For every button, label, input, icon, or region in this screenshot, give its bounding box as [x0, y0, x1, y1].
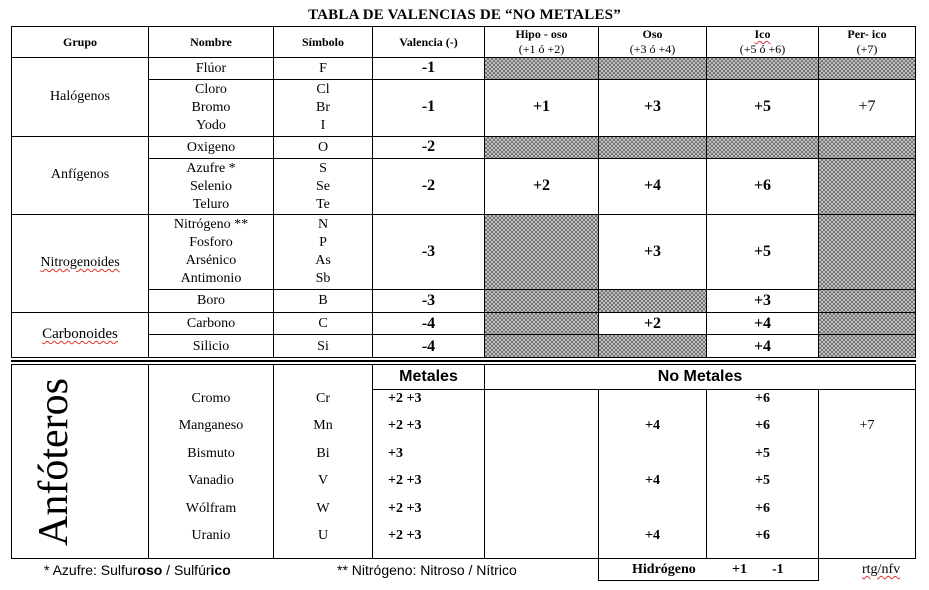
valence-ico: +6 [753, 177, 772, 194]
table-border [818, 26, 819, 358]
valence-ico: +6 [755, 528, 770, 543]
metal-valences: +2 +3 [388, 418, 422, 433]
group-anfoteros: Anfóteros [31, 378, 77, 546]
valence-ico: +6 [755, 418, 770, 433]
valence-oso: +3 [643, 98, 662, 115]
valence-negative: -3 [421, 292, 436, 309]
header-hipo-range: (+1 ó +2) [518, 42, 565, 56]
element-symbol: W [316, 501, 330, 516]
element-name: Manganeso [178, 418, 244, 433]
element-symbol: V [317, 473, 329, 488]
element-name: Wólfram [185, 501, 237, 516]
valence-negative: -3 [421, 243, 436, 260]
table-border [372, 364, 373, 559]
group-nitrogenoides-label: Nitrogenoides [40, 255, 120, 271]
header-nombre: Nombre [190, 34, 232, 49]
metal-valences: +2 +3 [388, 501, 422, 516]
valence-negative: -1 [421, 98, 436, 115]
element-name: Boro [197, 293, 225, 308]
shaded-cell [485, 58, 915, 79]
valence-oso: +4 [645, 473, 660, 488]
header-ico [707, 27, 818, 57]
element-symbol: Mn [313, 418, 333, 433]
element-name: Flúor [195, 61, 227, 76]
element-symbol: Cr [316, 391, 330, 406]
valence-negative: -1 [421, 59, 436, 76]
element-symbol: Te [316, 197, 330, 212]
valence-per: +7 [859, 418, 875, 433]
valence-hipo: +2 [532, 177, 551, 194]
header-per-range: (+7) [856, 42, 878, 56]
valence-negative: -2 [421, 138, 436, 155]
table-border [148, 158, 916, 159]
shaded-cell [819, 313, 915, 357]
table-border [915, 26, 916, 358]
header-ico-label: Ico [754, 27, 771, 41]
element-symbol: Si [317, 339, 329, 354]
header-ico-range: (+5 ó +6) [739, 42, 786, 56]
element-name: Nitrógeno ** [173, 217, 249, 232]
footnote-azufre-mid: / Sulfúr [162, 562, 211, 578]
element-symbol: S [319, 161, 327, 176]
group-anfigenos: Anfígenos [50, 167, 110, 183]
element-symbol: Br [316, 100, 330, 115]
element-name: Vanadio [188, 473, 234, 488]
table-border [11, 364, 916, 365]
element-name: Fosforo [189, 235, 233, 250]
element-name: Silicio [192, 339, 230, 354]
page-title: TABLA DE VALENCIAS DE “NO METALES” [308, 7, 621, 23]
table-border [11, 360, 916, 362]
table-border [372, 389, 916, 390]
table-border [484, 364, 485, 559]
group-carbonoides [12, 313, 148, 357]
shaded-cell [599, 335, 706, 357]
element-symbol: Se [316, 179, 330, 194]
hidrogeno-negative: -1 [772, 562, 784, 577]
valence-ico: +4 [753, 315, 772, 332]
valence-ico: +5 [753, 98, 772, 115]
table-border [148, 79, 916, 80]
shaded-cell [485, 313, 598, 357]
element-name: Arsénico [185, 253, 237, 268]
shaded-cell [819, 215, 915, 312]
metal-valences: +2 +3 [388, 473, 422, 488]
element-symbol: B [318, 293, 328, 308]
header-simbolo: Símbolo [301, 34, 344, 49]
element-symbol: P [319, 235, 327, 250]
element-name: Oxigeno [186, 140, 236, 155]
element-name: Bromo [191, 100, 231, 115]
element-name: Teluro [192, 197, 230, 212]
valence-ico: +5 [755, 446, 770, 461]
valence-negative: -4 [421, 338, 436, 355]
element-symbol: Sb [315, 271, 331, 286]
footnote-azufre [44, 562, 231, 578]
author-mark [862, 562, 900, 578]
element-symbol: F [319, 61, 327, 76]
metal-valences: +3 [388, 446, 403, 461]
group-halogenos: Halógenos [50, 88, 110, 104]
group-carbonoides-label: Carbonoides [42, 326, 118, 343]
table-border [915, 364, 916, 559]
valence-oso: +4 [645, 418, 660, 433]
element-name: Uranio [191, 528, 231, 543]
table-border [11, 364, 12, 559]
valence-ico: +3 [753, 292, 772, 309]
valence-ico: +6 [755, 501, 770, 516]
footnote-azufre-oso: oso [137, 562, 163, 578]
valence-negative: -4 [421, 315, 436, 332]
table-border [598, 580, 819, 581]
header-oso-label: Oso [642, 27, 663, 41]
metal-valences: +2 +3 [388, 391, 422, 406]
valence-oso: +4 [645, 528, 660, 543]
shaded-cell [819, 159, 915, 214]
valence-ico: +5 [753, 243, 772, 260]
author-mark-text: rtg/nfv [862, 562, 901, 577]
element-name: Antimonio [180, 271, 242, 286]
shaded-cell [599, 290, 706, 312]
valence-ico: +5 [755, 473, 770, 488]
metales-header: Metales [399, 368, 458, 385]
table-border [11, 357, 916, 358]
element-symbol: O [317, 140, 329, 155]
table-border [11, 558, 916, 559]
header-valencia: Valencia (-) [399, 34, 458, 49]
header-hipo-label: Hipo - oso [515, 27, 568, 41]
shaded-cell [485, 137, 915, 158]
valence-oso: +4 [643, 177, 662, 194]
footnote-nitrogeno: ** Nitrógeno: Nitroso / Nítrico [337, 562, 517, 578]
header-per [819, 27, 915, 57]
element-name: Carbono [186, 316, 236, 331]
element-symbol: C [318, 316, 328, 331]
element-symbol: U [317, 528, 329, 543]
shaded-cell [485, 215, 598, 312]
element-name: Selenio [190, 179, 232, 194]
table-border [148, 289, 916, 290]
footnote-azufre-prefix: * Azufre: Sulfur [44, 562, 138, 578]
header-oso-range: (+3 ó +4) [629, 42, 676, 56]
element-name: Yodo [196, 118, 226, 133]
element-name: Cromo [191, 391, 231, 406]
table-border [148, 334, 916, 335]
hidrogeno-label: Hidrógeno [632, 562, 696, 577]
element-symbol: I [320, 118, 326, 133]
valence-per: +7 [858, 98, 876, 115]
header-hipo [485, 27, 598, 57]
element-symbol: As [315, 253, 331, 268]
element-name: Bismuto [187, 446, 235, 461]
metal-valences: +2 +3 [388, 528, 422, 543]
valence-ico: +4 [753, 338, 772, 355]
hidrogeno-positive: +1 [732, 562, 747, 577]
element-symbol: Bi [316, 446, 330, 461]
no-metales-header: No Metales [657, 368, 743, 385]
element-name: Azufre * [186, 161, 236, 176]
element-name: Cloro [195, 82, 227, 97]
header-per-label: Per- ico [847, 27, 887, 41]
element-symbol: N [317, 217, 329, 232]
footnote-azufre-ico: ico [210, 562, 231, 578]
valence-ico: +6 [755, 391, 770, 406]
header-oso [599, 27, 706, 57]
header-grupo: Grupo [62, 34, 97, 49]
group-nitrogenoides [12, 215, 148, 312]
valence-oso: +2 [643, 315, 662, 332]
valence-oso: +3 [643, 243, 662, 260]
valence-negative: -2 [421, 177, 436, 194]
valence-hipo: +1 [532, 98, 551, 115]
element-symbol: Cl [316, 82, 330, 97]
